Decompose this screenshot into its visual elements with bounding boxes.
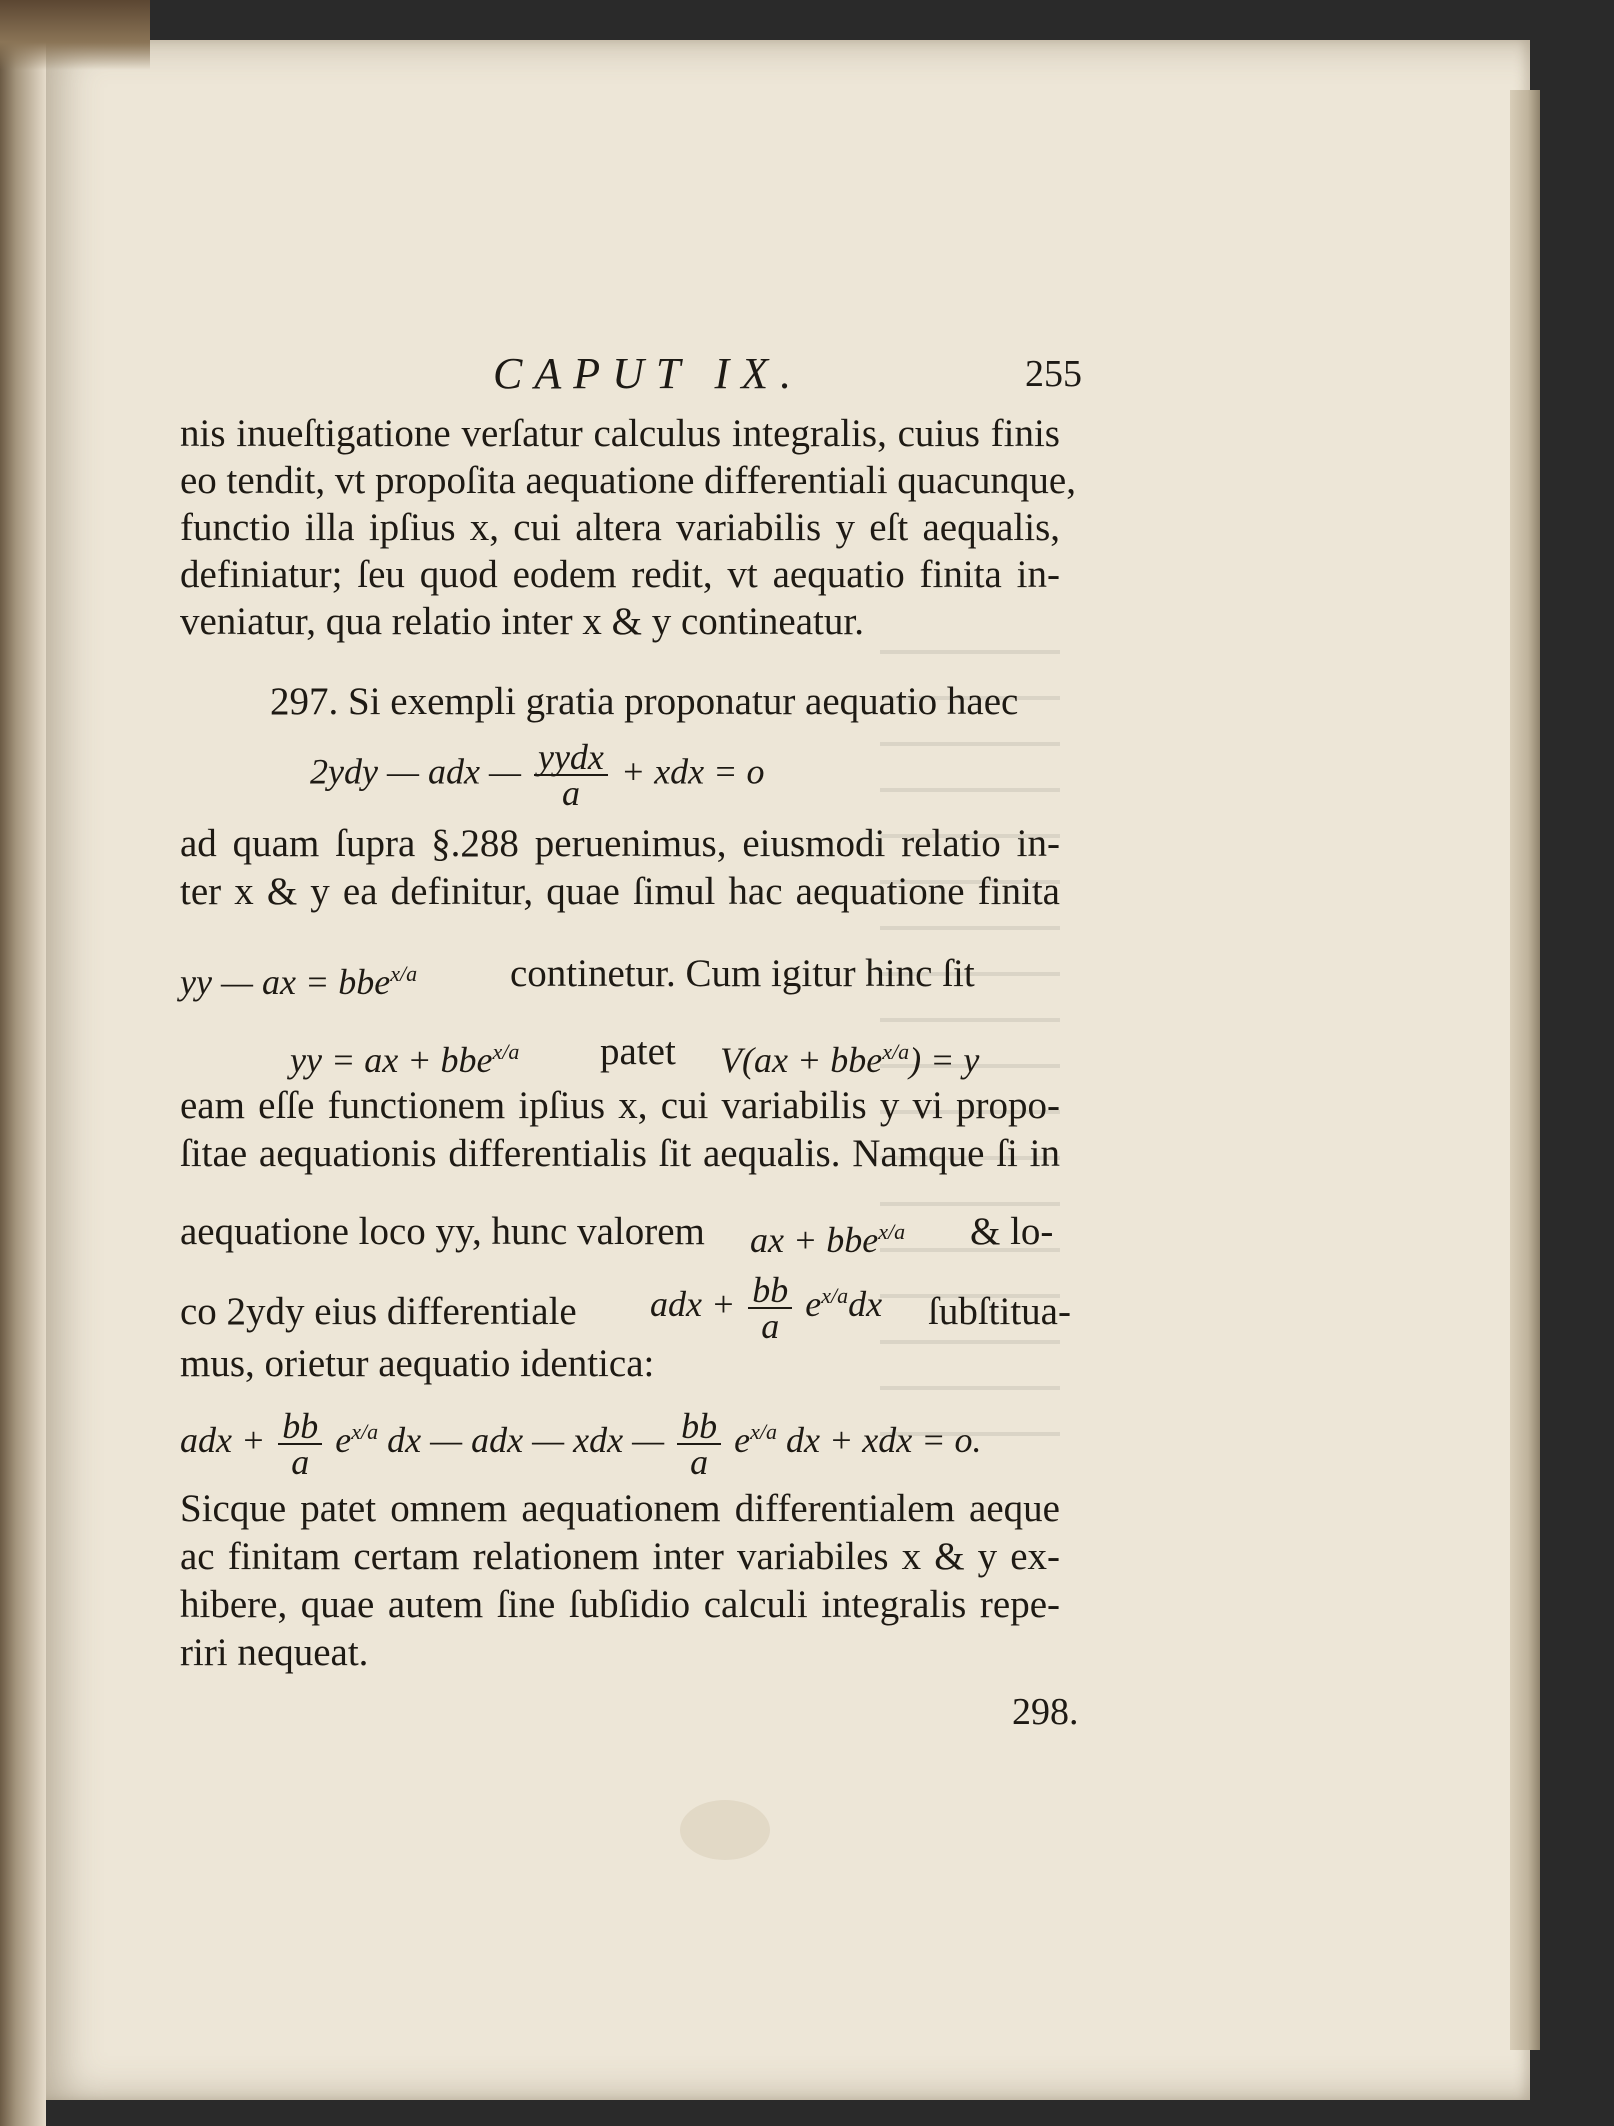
- numerator: bb: [748, 1273, 792, 1309]
- paragraph-start: 297. Si exempli gratia proponatur aequatio haec: [270, 680, 1019, 723]
- equation-1: [310, 737, 765, 813]
- equation-text: dx: [848, 1284, 883, 1324]
- text-line: aequatione loco yy, hunc valorem: [180, 1210, 705, 1253]
- equation-text: adx +: [180, 1420, 266, 1460]
- denominator: a: [291, 1441, 310, 1482]
- denominator: a: [761, 1305, 780, 1346]
- equation-text: yy — ax = bbe: [180, 962, 391, 1002]
- text-line: eo tendit, vt propoſita aequatione differentiali quacunque,: [180, 459, 1076, 502]
- text-line: eam eſſe functionem ipſius x, cui variabilis y vi propo-: [180, 1084, 1060, 1127]
- text-line: & lo-: [970, 1210, 1054, 1253]
- equation-text: e: [335, 1420, 352, 1460]
- equation-text: 2ydy — adx —: [310, 751, 521, 792]
- text-line: definiatur; ſeu quod eodem redit, vt aequatio finita in-: [180, 553, 1060, 596]
- exponent: x/a: [821, 1283, 849, 1308]
- fraction: [534, 737, 608, 813]
- text-line: ac finitam certam relationem inter variabiles x & y ex-: [180, 1535, 1060, 1578]
- exponent: x/a: [882, 1039, 910, 1064]
- equation-text: yy = ax + bbe: [290, 1040, 493, 1080]
- text-line: ter x & y ea definitur, quae ſimul hac aequatione finita: [180, 870, 1060, 913]
- equation-text: ) = y: [909, 1040, 980, 1080]
- text-line: ſubſtitua-: [928, 1290, 1071, 1333]
- text-line: patet: [600, 1030, 676, 1073]
- equation-text: + xdx = o: [620, 751, 765, 792]
- equation-text: adx +: [650, 1284, 736, 1324]
- text-line: hibere, quae autem ſine ſubſidio calculi integralis repe-: [180, 1583, 1060, 1626]
- equation-6: [650, 1269, 883, 1346]
- fraction: [748, 1269, 792, 1346]
- text-line: functio illa ipſius x, cui altera variabilis y eſt aequalis,: [180, 506, 1060, 549]
- equation-3: [290, 1028, 519, 1084]
- catchword: 298.: [1012, 1691, 1079, 1733]
- page-edge-right: [1510, 90, 1540, 2050]
- text-line: nis inueſtigatione verſatur calculus integralis, cuius finis: [180, 412, 1060, 455]
- exponent: x/a: [390, 961, 418, 986]
- exponent: x/a: [492, 1039, 520, 1064]
- exponent: x/a: [750, 1419, 777, 1444]
- paper-stain: [680, 1800, 770, 1860]
- equation-7: [180, 1405, 982, 1482]
- equation-text: dx + xdx = o.: [785, 1420, 982, 1460]
- running-title: CAPUT IX.: [493, 349, 804, 398]
- numerator: bb: [278, 1409, 322, 1445]
- equation-text: V(ax + bbe: [720, 1040, 883, 1080]
- equation-4: [720, 1028, 979, 1084]
- text-line: mus, orietur aequatio identica:: [180, 1342, 655, 1385]
- equation-text: e: [734, 1420, 751, 1460]
- equation-text: ax + bbe: [750, 1220, 879, 1260]
- exponent: x/a: [878, 1219, 906, 1244]
- page-header: [180, 338, 1080, 398]
- equation-5: [750, 1208, 905, 1264]
- denominator: a: [561, 773, 580, 813]
- equation-text: e: [805, 1284, 822, 1324]
- text-line: ſitae aequationis differentialis ſit aequalis. Namque ſi in: [180, 1132, 1060, 1175]
- numerator: yydx: [534, 740, 608, 776]
- text-line: ad quam ſupra §.288 peruenimus, eiusmodi relatio in-: [180, 822, 1060, 865]
- page-number: 255: [1025, 353, 1082, 395]
- text-line: Sicque patet omnem aequationem differentialem aeque: [180, 1487, 1060, 1530]
- book-spine-top: [0, 0, 150, 70]
- exponent: x/a: [351, 1419, 379, 1444]
- denominator: a: [690, 1441, 709, 1482]
- fraction: [278, 1405, 322, 1482]
- book-binding-edge: [0, 0, 46, 2126]
- numerator: bb: [677, 1409, 721, 1445]
- equation-text: dx — adx — xdx —: [387, 1420, 665, 1460]
- text-line: continetur. Cum igitur hinc ſit: [510, 952, 975, 995]
- fraction: [677, 1405, 721, 1482]
- text-line: riri nequeat.: [180, 1631, 369, 1674]
- equation-2: [180, 950, 417, 1006]
- text-line: veniatur, qua relatio inter x & y contineatur.: [180, 600, 864, 643]
- text-line: co 2ydy eius differentiale: [180, 1290, 577, 1333]
